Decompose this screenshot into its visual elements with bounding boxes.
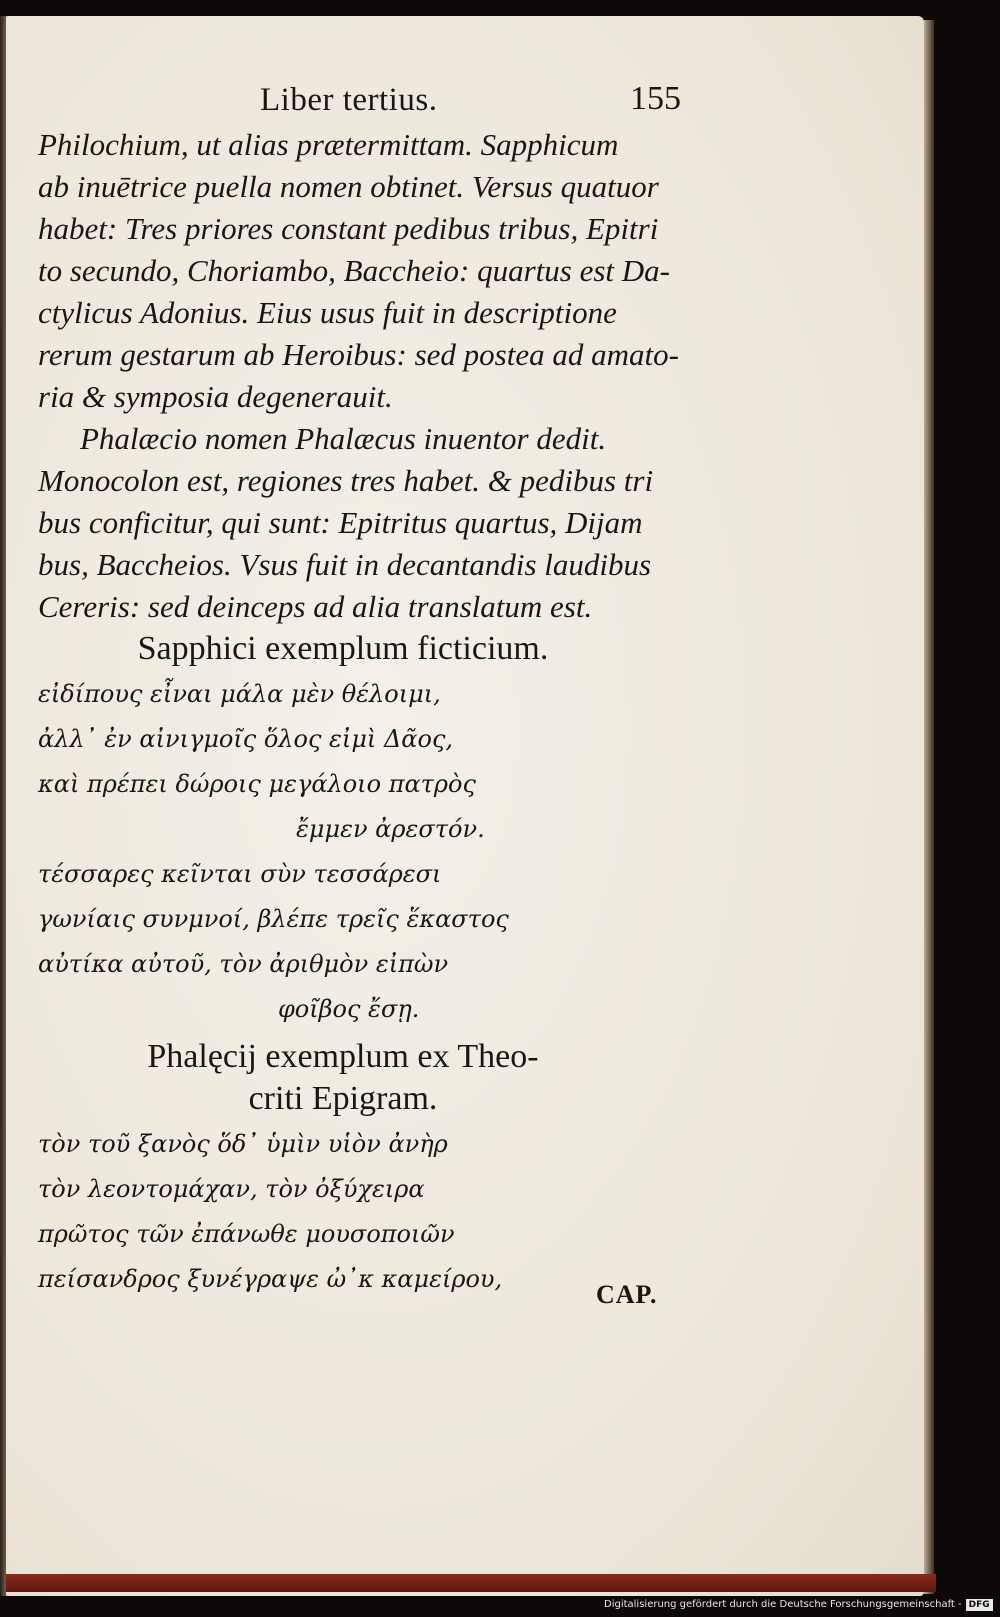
verse-line: πείσανδρος ξυνέγραψε ὠ᾽κ καμείρου,: [38, 1265, 503, 1293]
section-heading: Sapphici exemplum ficticium.: [137, 630, 549, 667]
text-line: habet: Tres priores constant pedibus tribus, Epitri: [38, 211, 659, 246]
greek-verse-1: [38, 670, 688, 1032]
text-line: bus, Baccheios. Vsus fuit in decantandis laudibus: [38, 547, 652, 582]
text-line: Monocolon est, regiones tres habet. & pedibus tri: [38, 463, 654, 498]
page-edge: [924, 20, 934, 1594]
text-line: bus conficitur, qui sunt: Epitritus quartus, Dijam: [38, 505, 643, 540]
catchword: CAP.: [596, 1280, 658, 1309]
verse-line: τὸν λεοντομάχαν, τὸν ὀξύχειρα: [38, 1175, 425, 1203]
verse-line: γωνίαις συνμνοί, βλέπε τρεῖς ἕκαστος: [38, 905, 509, 933]
verse-line: ἀλλ᾽ ἐν αἰνιγμοῖς ὅλος εἰμὶ Δᾶος,: [38, 725, 454, 753]
text-block: [38, 124, 688, 1302]
section-heading: criti Epigram.: [248, 1080, 438, 1117]
text-line: Cereris: sed deinceps ad alia translatum est.: [38, 589, 593, 624]
greek-verse-2: [38, 1120, 688, 1302]
text-line: to secundo, Choriambo, Baccheio: quartus est Da-: [38, 253, 670, 288]
verse-line: φοῖβος ἔσῃ.: [278, 995, 420, 1023]
page-number: 155: [630, 80, 681, 117]
verse-line: αὐτίκα αὐτοῦ, τὸν ἀριθμὸν εἰπὼν: [38, 950, 449, 978]
verse-line: πρῶτος τῶν ἐπάνωθε μουσοποιῶν: [38, 1220, 455, 1248]
verse-line: τέσσαρες κεῖνται σὺν τεσσάρεσι: [38, 860, 442, 888]
dfg-logo: DFG: [966, 1599, 993, 1611]
running-head: Liber tertius.: [260, 82, 438, 118]
verse-line: τὸν τοῦ ξανὸς ὅδ᾽ ὑμὶν υἱὸν ἀνὴρ: [38, 1130, 448, 1158]
footer-text: Digitalisierung gefördert durch die Deutsche Forschungsgemeinschaft -: [604, 1599, 962, 1610]
section-heading: Phalęcij exemplum ex Theo-: [147, 1038, 539, 1075]
book-edge-band: [6, 1574, 936, 1592]
verse-line: εἰδίπους εἶναι μάλα μὲν θέλοιμι,: [38, 680, 441, 708]
text-line: ctylicus Adonius. Eius usus fuit in descriptione: [38, 295, 617, 330]
text-line: Philochium, ut alias prætermittam. Sapphicum: [38, 127, 619, 162]
text-line: ria & symposia degenerauit.: [38, 379, 393, 414]
text-line: ab inuētrice puella nomen obtinet. Versus quatuor: [38, 169, 659, 204]
digitization-footer: [604, 1599, 993, 1611]
text-line: Phalæcio nomen Phalæcus inuentor dedit.: [80, 421, 607, 456]
verse-line: ἔμμεν ἀρεστόν.: [296, 815, 485, 843]
verse-line: καὶ πρέπει δώροις μεγάλοιο πατρὸς: [38, 770, 476, 798]
text-line: rerum gestarum ab Heroibus: sed postea ad amato-: [38, 337, 679, 372]
